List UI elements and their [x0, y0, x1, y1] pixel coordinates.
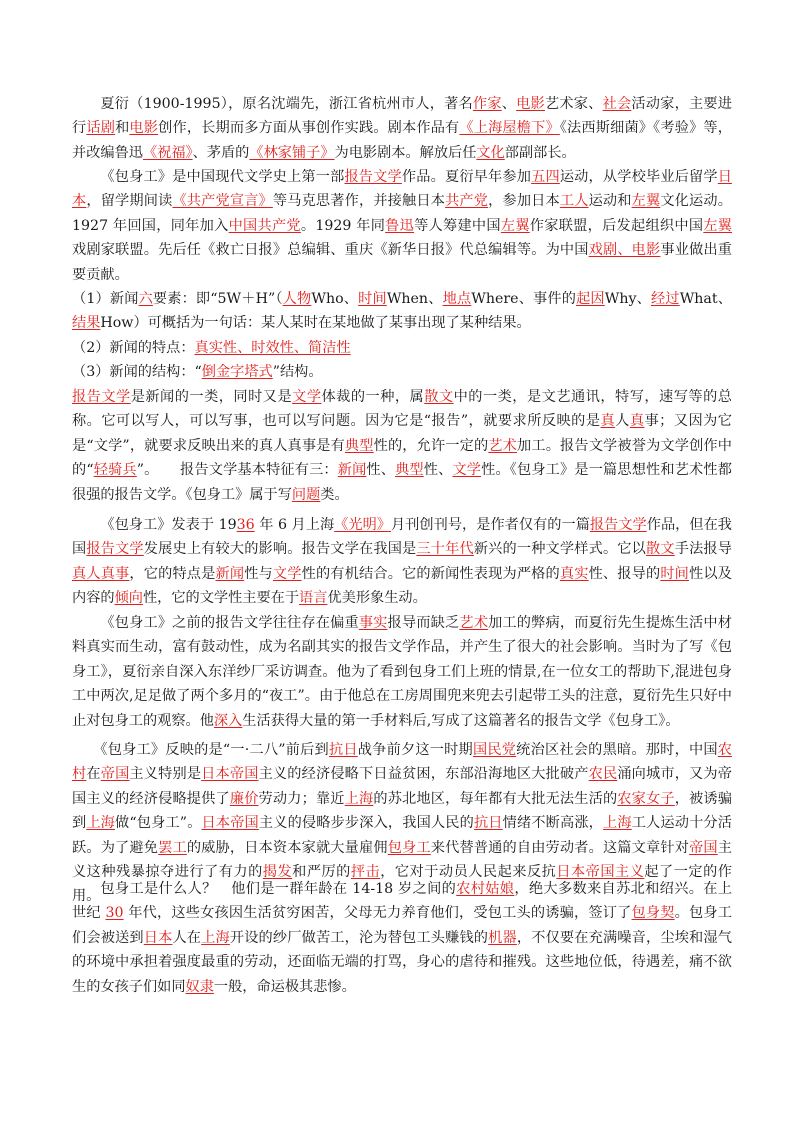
highlighted-keyword: 农民 [588, 766, 618, 783]
text-segment: 主义的侵略步步深入，我国人民的 [258, 815, 474, 832]
text-segment: ”结构。 [272, 364, 323, 380]
highlighted-keyword: 抨击 [350, 864, 381, 881]
highlighted-keyword: 报告文学 [86, 541, 144, 558]
text-segment: 运动和 [588, 193, 632, 210]
highlighted-keyword: 真人真事 [72, 565, 130, 582]
highlighted-keyword: 新闻 [215, 565, 245, 582]
highlighted-keyword: 时间 [660, 565, 690, 582]
highlighted-keyword: 农家女子 [617, 790, 675, 807]
highlighted-keyword: 《林家铺子》 [249, 144, 335, 161]
text-segment: 作品，但在我国 [72, 517, 732, 558]
text-segment: 起了一定的作用。 [72, 864, 732, 905]
highlighted-keyword: 报告文学 [589, 517, 647, 533]
highlighted-keyword: 包身契 [631, 905, 675, 922]
highlighted-keyword: 帝国 [100, 766, 130, 783]
text-segment: 涌向城市，又为帝国主义的经济侵略提供了 [72, 766, 732, 807]
highlighted-keyword: 奴隶 [185, 978, 214, 995]
text-segment: 生活获得大量的第一手材料后,写成了这篇著名的报告文学《包身工》。 [242, 712, 680, 729]
highlighted-keyword: 30 [105, 905, 124, 922]
paragraph-author-bio [72, 92, 732, 165]
highlighted-keyword: 罢工 [158, 839, 187, 856]
text-segment: 夏衍（1900-1995），原名沈端先，浙江省杭州市人，著名 [100, 96, 473, 112]
text-segment: 年 6 月上海 [254, 517, 335, 533]
highlighted-keyword: 电影 [516, 96, 545, 112]
text-segment: 年代，这些女孩因生活贫穷困苦，父母无力养育他们，受包工头的诱骗，签订了 [123, 905, 632, 922]
highlighted-keyword: 日本 [143, 929, 173, 946]
text-segment: 事；又因为它是“文学”，就要求反映出来的真人真事是有 [72, 413, 732, 454]
text-segment: 加工的弊病，而夏衍先生提炼生活中材料真实而生动，富有鼓动性，成为名副其实的报告文学作品，并产生了很大的社会影响。当时为了写《包身工》，夏衍亲自深入东洋纱厂采访调查。他为了看到包身工们上班的情景,在一位女工的帮助下,混进包身工中两次,足足做了两个多月的“夜工”。由于他总在工房周围兜来兜去引起带工头的注意，夏衍先生只好中止对包身工的观察。他 [72, 615, 732, 729]
text-segment: ，被诱骗到 [72, 790, 732, 832]
highlighted-keyword: 文学 [272, 565, 302, 582]
highlighted-keyword: 散文 [646, 541, 675, 558]
text-segment: 、 [501, 96, 517, 112]
text-segment: 《包身工》发表于 19 [100, 517, 237, 533]
highlighted-keyword: 鲁迅 [385, 217, 415, 234]
text-segment: 性、 [423, 462, 453, 479]
paragraph-reportage-definition [72, 385, 732, 507]
highlighted-keyword: 廉价 [229, 790, 259, 807]
text-segment: 的苏北地区，每年都有大批无法生活的 [373, 790, 618, 807]
text-segment: 体裁的一种，属 [321, 389, 425, 405]
text-segment: 开设的纱厂做苦工，沦为替包工头赚钱的 [229, 929, 489, 946]
text-segment: 优美形象生动。 [327, 590, 427, 607]
text-segment: 加工。报告文学被誉为文学创作中的“ [72, 437, 732, 479]
text-segment: Where、事件的 [471, 291, 577, 307]
highlighted-keyword: 《共产党宣言》 [172, 193, 273, 210]
text-segment: 文化运动。1927 年回国，同年加入 [72, 193, 732, 234]
text-segment: 作家联盟，后发起组织中国 [529, 217, 704, 234]
highlighted-keyword: 艺术 [488, 437, 518, 454]
text-segment: 创作，长期而多方面从事创作实践。剧本作品有 [158, 120, 460, 137]
highlighted-keyword: 艺术 [459, 615, 489, 631]
text-segment: 的威胁，日本资本家就大量雇佣 [186, 839, 388, 856]
highlighted-keyword: 时间 [358, 291, 387, 307]
highlighted-keyword: 人物 [282, 291, 312, 307]
text-segment: （1）新闻 [72, 291, 139, 307]
highlighted-keyword: 散文 [424, 389, 454, 405]
highlighted-keyword: 倾向 [114, 590, 143, 607]
text-segment: 在 [86, 766, 101, 783]
highlighted-keyword: 左翼 [631, 193, 661, 210]
highlighted-keyword: 《光明》 [334, 517, 391, 533]
highlighted-keyword: 共产党 [445, 193, 489, 210]
text-segment: 工人运动十分活跃。为了避免 [72, 815, 732, 856]
highlighted-keyword: 起因 [576, 291, 605, 307]
highlighted-keyword: 六 [138, 291, 153, 307]
text-segment: 统治区社会的黑暗。那时，中国 [516, 742, 718, 758]
highlighted-keyword: 抗日 [473, 815, 503, 832]
text-segment: 和严厉的 [292, 864, 351, 881]
text-segment: 一般，命运极其悲惨。 [213, 978, 356, 995]
highlighted-keyword: 左翼 [703, 217, 732, 234]
highlighted-keyword: 农村姑娘 [456, 881, 515, 897]
text-segment: 主义的经济侵略下日益贫困，东部沿海地区大批破产 [258, 766, 589, 783]
highlighted-keyword: 国民党 [472, 742, 517, 758]
text-segment: ，绝大多数来自苏北和绍兴。在上世纪 [72, 881, 732, 922]
highlighted-keyword: 话剧 [86, 120, 116, 137]
highlighted-keyword: 地点 [442, 291, 472, 307]
text-segment: 中的一类，是文艺通讯，特写，速写等的总称。它可以写人，可以写事，也可以写问题。因为它是“报告”，就要求所反映的是 [72, 389, 732, 430]
text-segment: 报导而缺乏 [387, 615, 460, 631]
highlighted-keyword: 日本帝国主义 [556, 864, 645, 881]
text-segment: 等马克思著作，并接触日本 [272, 193, 446, 210]
highlighted-keyword: 倒金字塔式 [201, 364, 273, 380]
text-segment: 戏剧家联盟。先后任《救亡日报》总编辑、重庆《新华日报》代总编辑等。为中国 [72, 242, 589, 259]
text-segment: 性的，允许一定的 [373, 437, 489, 454]
text-segment: ，不仅要在充满噪音，尘埃和湿气的环境中承担着强度最重的劳动，还面临无端的打骂，身心的虐待和摧残。这些地位低，待遇差，痛不欲生的女孩子们如同 [72, 929, 732, 995]
highlighted-keyword: 文学 [452, 462, 482, 479]
highlighted-keyword: 包身工 [387, 839, 431, 856]
text-segment: 性，它的文学性主要在于 [142, 590, 300, 607]
highlighted-keyword: 真 [629, 413, 645, 430]
highlighted-keyword: 日本帝国 [201, 766, 259, 783]
highlighted-keyword: 机器 [488, 929, 517, 946]
highlighted-keyword: 真 [600, 413, 616, 430]
highlighted-keyword: 社会 [602, 96, 632, 112]
text-segment: 性的有机结合。它的新闻性表现为严格的 [301, 565, 560, 582]
text-segment: 为电影剧本。解放后任 [334, 144, 477, 161]
text-segment: 性与 [244, 565, 273, 582]
text-segment: 是新闻的一类，同时又是 [130, 389, 293, 405]
text-segment: 《包身工》是中国现代文学史上第一部 [100, 169, 345, 185]
text-segment: 作品。夏衍早年参加 [401, 169, 532, 185]
text-segment: 类。 [320, 486, 349, 503]
text-segment: （3）新闻的结构：“ [72, 364, 202, 380]
text-segment: 手法报导 [674, 541, 732, 558]
highlighted-keyword: 电影 [129, 120, 159, 137]
paragraph-work-intro [72, 165, 732, 287]
text-segment: How）可概括为一句话：某人某时在某地做了某事出现了某种结果。 [100, 315, 531, 332]
text-segment: 《包身工》反映的是“一·二八”前后到 [93, 742, 329, 758]
highlighted-keyword: 36 [236, 517, 255, 533]
highlighted-keyword: 新闻 [337, 462, 367, 479]
highlighted-keyword: 日本 [72, 169, 732, 210]
text-segment: 战争前夕这一时期 [357, 742, 473, 758]
text-segment: Who、 [311, 291, 359, 307]
text-segment: 、茅盾的 [192, 144, 250, 161]
text-segment: 发展史上有较大的影响。报告文学在我国是 [143, 541, 417, 558]
text-segment: Why、 [604, 291, 652, 307]
text-segment: 包身工是什么人？ 他们是一群年龄在 14-18 岁之间的 [100, 881, 457, 897]
highlighted-keyword: 结果 [72, 315, 101, 332]
highlighted-keyword: 真实 [559, 565, 589, 582]
text-segment: ，参加日本 [488, 193, 560, 210]
highlighted-keyword: 问题 [291, 486, 321, 503]
text-segment: 做“包身工”。 [115, 815, 202, 832]
text-segment: 活动家，主要进行 [72, 96, 732, 137]
highlighted-keyword: 上海 [86, 815, 116, 832]
text-segment: 月刊创刊号，是作者仅有的一篇 [391, 517, 590, 533]
highlighted-keyword: 文学 [292, 389, 322, 405]
text-segment: 等人筹建中国 [414, 217, 501, 234]
text-segment: 部副部长。 [504, 144, 576, 161]
text-segment: 事业做出重要贡献。 [72, 242, 732, 283]
highlighted-keyword: 中国共产党 [228, 217, 301, 234]
highlighted-keyword: 上海 [344, 790, 374, 807]
highlighted-keyword: 三十年代 [416, 541, 474, 558]
highlighted-keyword: 工人 [559, 193, 589, 210]
text-segment: 人在 [172, 929, 202, 946]
text-segment: 情绪不断高涨， [502, 815, 604, 832]
text-segment: ，它的特点是 [129, 565, 216, 582]
text-segment: When、 [386, 291, 443, 307]
paragraph-news-features [72, 336, 732, 360]
paragraph-who-are-baoshengong [72, 877, 732, 999]
highlighted-keyword: 左翼 [500, 217, 530, 234]
paragraph-background [72, 611, 732, 733]
highlighted-keyword: 《上海屋檐下》 [459, 120, 560, 137]
highlighted-keyword: 作家 [472, 96, 502, 112]
text-segment: 劳动力；靠近 [258, 790, 345, 807]
text-segment: 性。《包身工》是一篇思想性和艺术性都很强的报告文学。《包身工》属于写 [72, 462, 732, 503]
text-segment: 性、报导的 [588, 565, 661, 582]
text-segment: 艺术家、 [544, 96, 603, 112]
highlighted-keyword: 语言 [299, 590, 328, 607]
highlighted-keyword: 报告文学 [344, 169, 402, 185]
highlighted-keyword: 文化 [476, 144, 505, 161]
text-segment: 要素：即“5W＋H”（ [152, 291, 283, 307]
text-segment: （2）新闻的特点： [72, 340, 195, 356]
text-segment: 。包身工们会被送到 [72, 905, 732, 946]
text-segment: 性以及内容的 [72, 565, 732, 607]
highlighted-keyword: 五四 [531, 169, 560, 185]
highlighted-keyword: 帝国 [689, 839, 718, 856]
text-segment: ”。 报告文学基本特征有三： [136, 462, 338, 479]
highlighted-keyword: 农村 [72, 742, 732, 783]
highlighted-keyword: 抗日 [328, 742, 358, 758]
highlighted-keyword: 深入 [213, 712, 243, 729]
highlighted-keyword: 上海 [201, 929, 230, 946]
text-segment: 和 [115, 120, 130, 137]
highlighted-keyword: 上海 [603, 815, 632, 832]
highlighted-keyword: 真实性、时效性、简洁性 [194, 340, 351, 356]
text-segment: ，留学期间读 [86, 193, 173, 210]
highlighted-keyword: 典型 [395, 462, 424, 479]
paragraph-news-structure [72, 360, 732, 384]
highlighted-keyword: 戏剧、电影 [588, 242, 661, 259]
highlighted-keyword: 典型 [344, 437, 374, 454]
text-segment: 。1929 年同 [300, 217, 386, 234]
highlighted-keyword: 日本帝国 [201, 815, 259, 832]
highlighted-keyword: 揭发 [262, 864, 293, 881]
text-segment: 《包身工》之前的报告文学往往存在偏重 [100, 615, 359, 631]
text-segment: 来代替普通的自由劳动者。这篇文章针对 [430, 839, 690, 856]
highlighted-keyword: 《祝福》 [142, 144, 193, 161]
text-segment: 性、 [366, 462, 396, 479]
text-segment: What、 [679, 291, 732, 307]
paragraph-news-elements [72, 287, 732, 336]
highlighted-keyword: 报告文学 [72, 389, 131, 405]
highlighted-keyword: 事实 [358, 615, 388, 631]
text-segment: 主义特别是 [129, 766, 202, 783]
text-segment: 《法西斯细菌》《考验》等，并改编鲁迅 [72, 120, 732, 161]
highlighted-keyword: 轻骑兵 [93, 462, 137, 479]
text-segment: ，它对于动员人民起来反抗 [380, 864, 557, 881]
paragraph-publication [72, 513, 732, 611]
text-segment: 运动，从学校毕业后留学 [559, 169, 718, 185]
text-segment: 新兴的一种文学样式。它以 [473, 541, 647, 558]
text-segment: 人 [615, 413, 630, 430]
text-segment: 主义这种残暴掠夺进行了有力的 [72, 839, 732, 881]
highlighted-keyword: 经过 [651, 291, 680, 307]
